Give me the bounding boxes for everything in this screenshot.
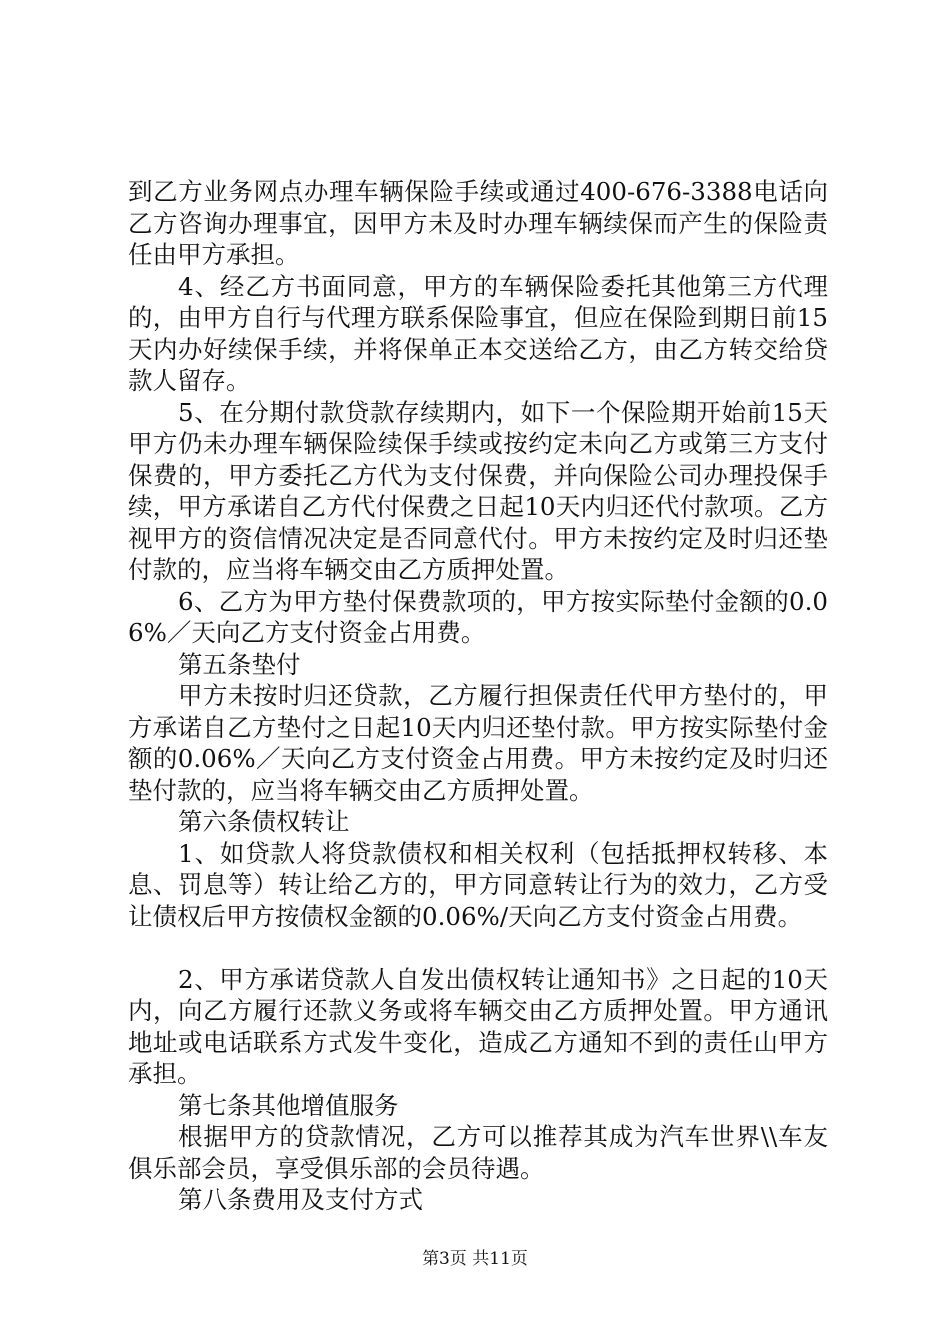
paragraph-transfer-1: 1、如贷款人将贷款债权和相关权利（包括抵押权转移、本息、罚息等）转让给乙方的，甲方同意转让行为的效力，乙方受让债权后甲方按债权金额的0.06%/天向乙方支付资金占用费。 [128,838,828,931]
heading-article-7: 第七条其他增值服务 [178,1090,399,1120]
paragraph-spacer [128,932,828,964]
heading-article-5: 第五条垫付 [178,649,301,679]
heading-article-8: 第八条费用及支付方式 [178,1185,423,1214]
page-number-footer: 第3页 共11页 [422,1249,528,1269]
paragraph-clause-4: 4、经乙方书面同意，甲方的车辆保险委托其他第三方代理的，由甲方自行与代理方联系保险事宜，但应在保险到期日前15天内办好续保手续，并将保单正本交送给乙方，由乙方转交给贷款人留存。 [128,271,828,395]
paragraph-clause-5: 5、在分期付款贷款存续期内，如下一个保险期开始前15天甲方仍未办理车辆保险续保手续或按约定未向乙方或第三方支付保费的，甲方委托乙方代为支付保费，并向保险公司办理投保手续，甲方承诺自乙方代付保费之日起10天内归还代付款项。乙方视甲方的资信情况决定是否同意代付。甲方未按约定及时归还垫付款的，应当将车辆交由乙方质押处置。 [128,397,828,584]
paragraph-value-added: 根据甲方的贷款情况，乙方可以推荐其成为汽车世界\\车友俱乐部会员，享受俱乐部的会员待遇。 [128,1122,828,1183]
document-body [128,176,828,1216]
paragraph-clause-6: 6、乙方为甲方垫付保费款项的，甲方按实际垫付金额的0.06%／天向乙方支付资金占用费。 [128,586,828,647]
paragraph-insurance-continuation: 到乙方业务网点办理车辆保险手续或通过400-676-3388电话向乙方咨询办理事宜，因甲方未及时办理车辆续保而产生的保险责任由甲方承担。 [128,177,828,269]
paragraph-advance-payment: 甲方未按时归还贷款，乙方履行担保责任代甲方垫付的，甲方承诺自乙方垫付之日起10天内归还垫付款。甲方按实际垫付金额的0.06%／天向乙方支付资金占用费。甲方未按约定及时归还垫付款的，应当将车辆交由乙方质押处置。 [128,681,828,805]
heading-article-6: 第六条债权转让 [178,807,350,836]
paragraph-transfer-2: 2、甲方承诺贷款人自发出债权转让通知书》之日起的10天内，向乙方履行还款义务或将车辆交由乙方质押处置。甲方通讯地址或电话联系方式发牛变化，造成乙方通知不到的责任山甲方承担。 [128,964,828,1088]
